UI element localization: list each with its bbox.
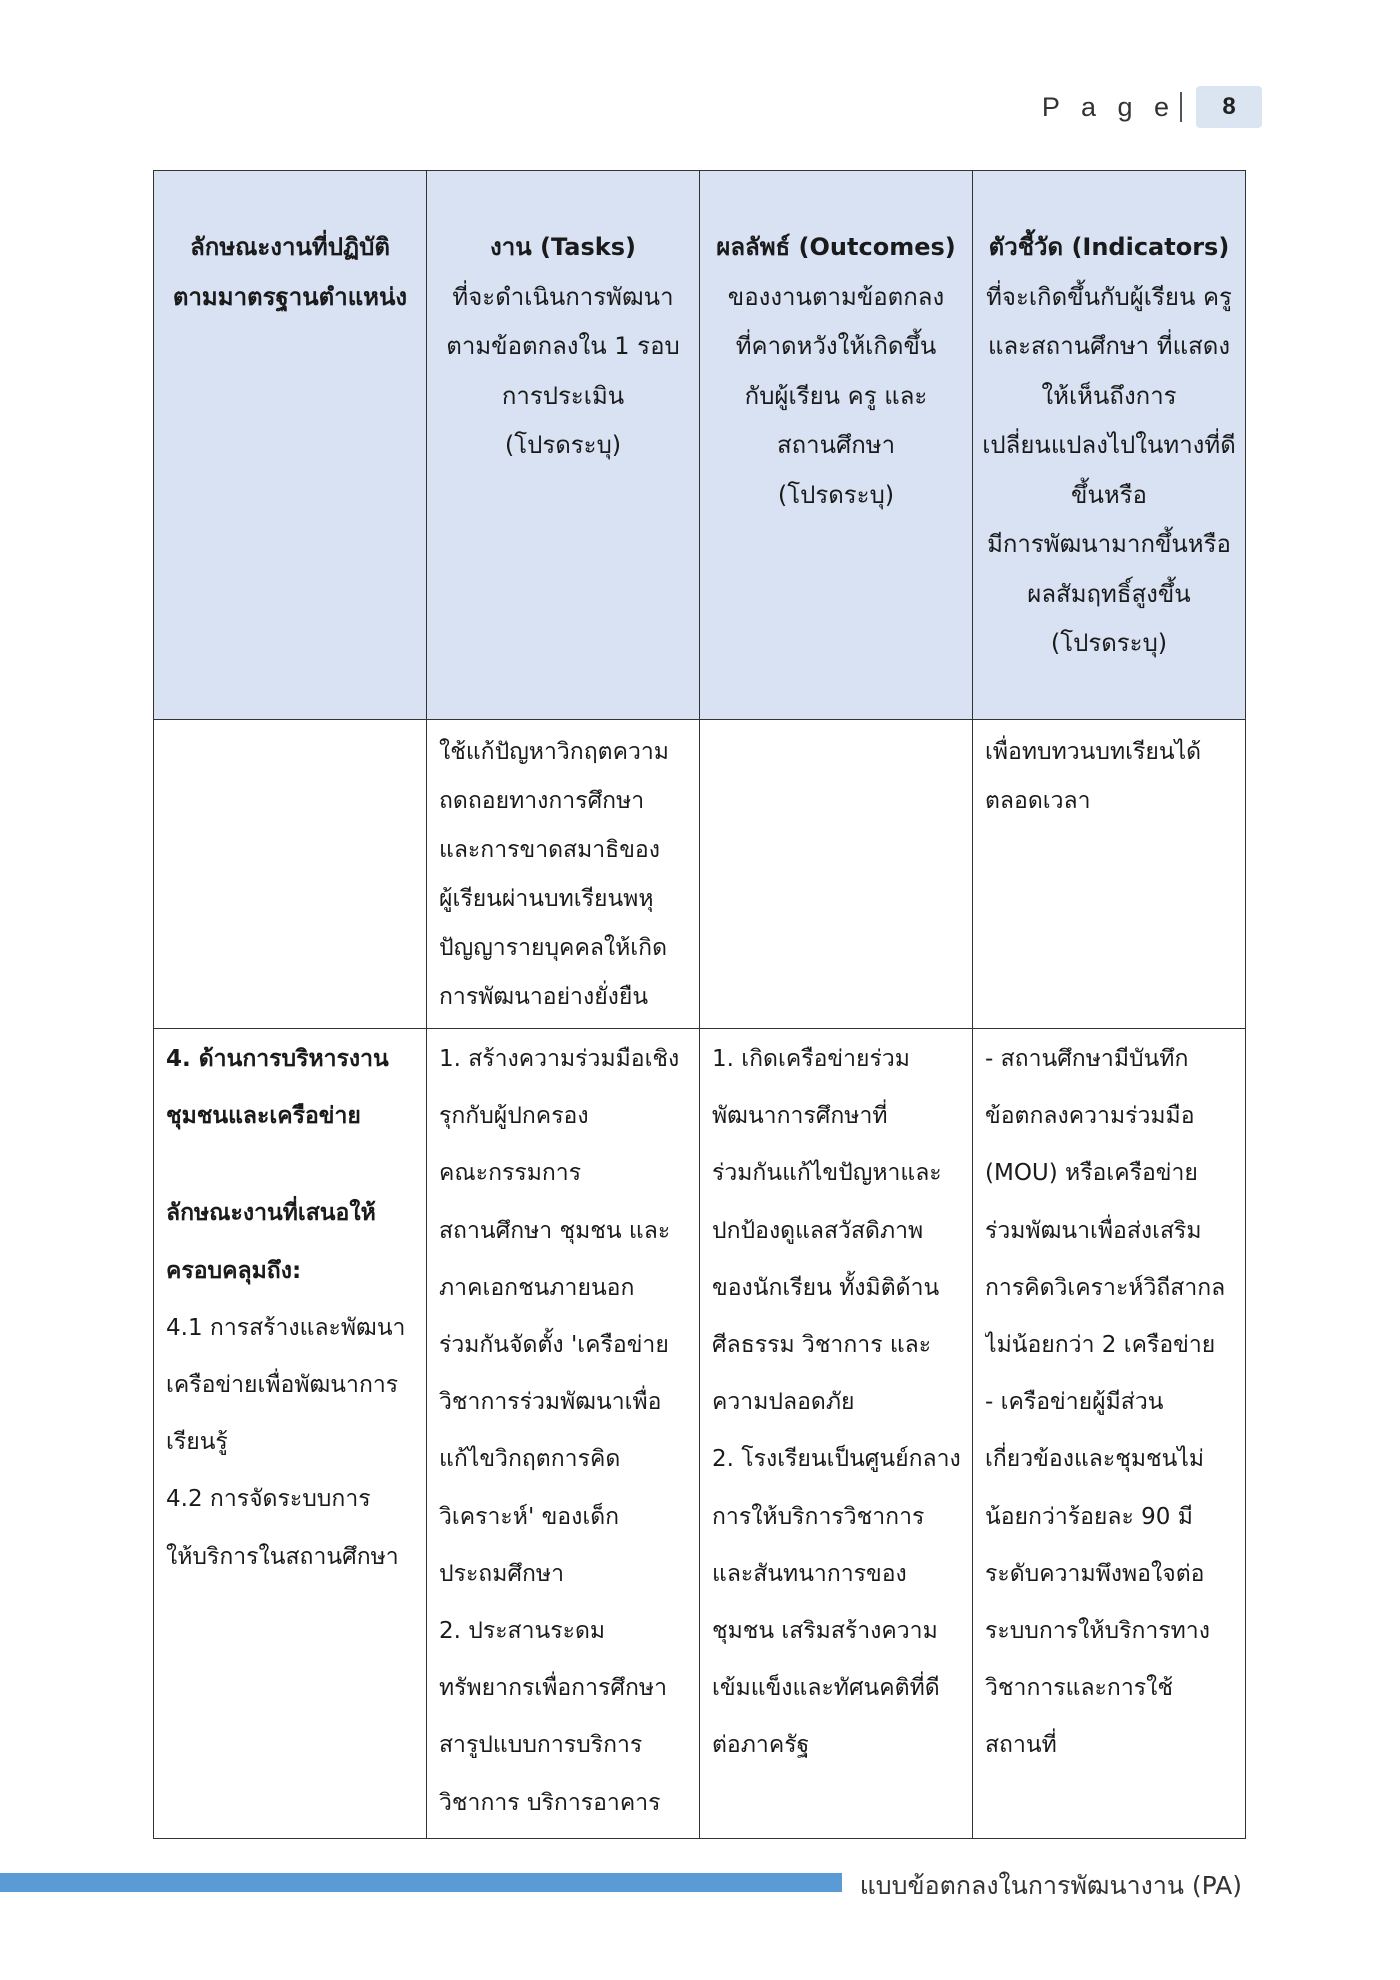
cell-line: สารูปแบบการบริการ <box>439 1732 643 1759</box>
cell-line: ระบบการให้บริการทาง <box>985 1618 1210 1645</box>
area4-title <box>166 1031 416 1145</box>
table-header-row <box>154 171 1246 720</box>
cell-line: วิชาการ บริการอาคาร <box>439 1789 661 1816</box>
cell-line: ปกป้องดูแลสวัสดิภาพ <box>712 1217 924 1244</box>
cell-line: ประถมศึกษา <box>439 1560 564 1587</box>
cell-line: 1. สร้างความร่วมมือเชิง <box>439 1046 680 1072</box>
cell-continued-tasks <box>427 720 700 1029</box>
header-cell-outcomes <box>700 171 973 720</box>
header-line: (โปรดระบุ) <box>1050 629 1168 657</box>
area4-items <box>166 1300 416 1586</box>
cell-line: ต่อภาครัฐ <box>712 1732 810 1759</box>
cell-line: แก้ไขวิกฤตการคิด <box>439 1446 621 1473</box>
header-cell-tasks <box>427 171 700 720</box>
cell-line: ร่วมพัฒนาเพื่อส่งเสริม <box>985 1217 1202 1244</box>
header-line: ที่คาดหวังให้เกิดขึ้น <box>735 332 937 360</box>
header-line: เปลี่ยนแปลงไปในทางที่ดี <box>982 431 1236 459</box>
table-row-continued <box>154 720 1246 1029</box>
header-line: การประเมิน <box>501 381 625 410</box>
cell-line: รุกกับผู้ปกครอง <box>439 1103 589 1130</box>
cell-line: - เครือข่ายผู้มีส่วน <box>985 1389 1164 1416</box>
cell-line: ผู้เรียนผ่านบทเรียนพหุ <box>439 886 654 912</box>
cell-line: ครอบคลุมถึง: <box>166 1257 302 1284</box>
cell-line: 4.1 การสร้างและพัฒนา <box>166 1314 406 1341</box>
header-line: ขึ้นหรือ <box>1071 480 1147 509</box>
cell-line: - สถานศึกษามีบันทึก <box>985 1046 1189 1072</box>
header-line: (โปรดระบุ) <box>504 431 622 459</box>
cell-continued-outcomes <box>700 720 973 1029</box>
page-number: 8 <box>1196 86 1262 128</box>
cell-line: 2. โรงเรียนเป็นศูนย์กลาง <box>712 1446 961 1473</box>
cell-line: เข้มแข็งและทัศนคติที่ดี <box>712 1675 940 1702</box>
cell-line: และการขาดสมาธิของ <box>439 837 660 863</box>
area4-subtitle <box>166 1185 416 1299</box>
cell-line: ให้บริการในสถานศึกษา <box>166 1543 399 1570</box>
cell-line: ข้อตกลงความร่วมมือ <box>985 1103 1195 1130</box>
cell-area4-indicators <box>973 1029 1246 1839</box>
header-line: ให้เห็นถึงการ <box>1041 381 1177 410</box>
cell-area4-tasks <box>427 1029 700 1839</box>
cell-line: ระดับความพึงพอใจต่อ <box>985 1560 1205 1587</box>
cell-line: การพัฒนาอย่างยั่งยืน <box>439 984 649 1010</box>
cell-line: ศีลธรรม วิชาการ และ <box>712 1332 932 1359</box>
cell-area4-standard <box>154 1029 427 1839</box>
cell-line: และสันทนาการของ <box>712 1560 907 1587</box>
cell-line: การให้บริการวิชาการ <box>712 1503 925 1530</box>
cell-line: สถานที่ <box>985 1732 1057 1759</box>
header-line: ลักษณะงานที่ปฏิบัติ <box>190 233 390 261</box>
header-line: งาน (Tasks) <box>490 233 636 261</box>
cell-line: ของนักเรียน ทั้งมิติด้าน <box>712 1274 940 1301</box>
cell-line: ร่วมกันจัดตั้ง 'เครือข่าย <box>439 1332 669 1359</box>
cell-line: วิชาการและการใช้ <box>985 1675 1173 1702</box>
cell-line: การคิดวิเคราะห์วิถีสากล <box>985 1274 1226 1301</box>
cell-line: ไม่น้อยกว่า 2 เครือข่าย <box>985 1332 1216 1359</box>
cell-line: เพื่อทบทวนบทเรียนได้ <box>985 739 1202 765</box>
cell-line: คณะกรรมการ <box>439 1160 582 1187</box>
cell-line: ความปลอดภัย <box>712 1389 855 1416</box>
footer-title: แบบข้อตกลงในการพัฒนางาน (PA) <box>859 1871 1242 1900</box>
footer-bar <box>0 1873 842 1892</box>
cell-line: วิเคราะห์' ของเด็ก <box>439 1503 620 1530</box>
cell-line: ตลอดเวลา <box>985 788 1091 814</box>
cell-line: ชุมชน เสริมสร้างความ <box>712 1618 938 1645</box>
page-separator <box>1180 92 1182 122</box>
header-cell-standard <box>154 171 427 720</box>
header-line: ผลลัพธ์ (Outcomes) <box>716 233 956 261</box>
cell-line: น้อยกว่าร้อยละ 90 มี <box>985 1503 1193 1530</box>
cell-line: ถดถอยทางการศึกษา <box>439 788 645 814</box>
cell-line: ใช้แก้ปัญหาวิกฤตความ <box>439 739 669 765</box>
header-cell-indicators <box>973 171 1246 720</box>
cell-line: ชุมชนและเครือข่าย <box>166 1103 361 1130</box>
cell-line: ภาคเอกชนภายนอก <box>439 1274 635 1301</box>
header-line: ผลสัมฤทธิ์สูงขึ้น <box>1027 579 1191 608</box>
cell-line: 1. เกิดเครือข่ายร่วม <box>712 1046 910 1072</box>
header-line: สถานศึกษา <box>776 431 896 459</box>
cell-continued-indicators <box>973 720 1246 1029</box>
cell-line: เรียนรู้ <box>166 1429 228 1456</box>
page-header <box>1042 86 1262 128</box>
table-row-area4 <box>154 1029 1246 1839</box>
header-line: ตัวชี้วัด (Indicators) <box>988 233 1230 261</box>
cell-line: สถานศึกษา ชุมชน และ <box>439 1217 671 1244</box>
cell-line: ร่วมกันแก้ไขปัญหาและ <box>712 1160 942 1187</box>
header-line: ตามข้อตกลงใน 1 รอบ <box>446 332 680 360</box>
cell-line: เครือข่ายเพื่อพัฒนาการ <box>166 1372 399 1399</box>
cell-line: วิชาการร่วมพัฒนาเพื่อ <box>439 1389 662 1416</box>
header-line: ของงานตามข้อตกลง <box>727 282 945 311</box>
cell-line: 4.2 การจัดระบบการ <box>166 1486 371 1513</box>
cell-line: ทรัพยากรเพื่อการศึกษา <box>439 1675 667 1702</box>
header-line: ตามมาตรฐานตำแหน่ง <box>172 282 408 311</box>
cell-line: 2. ประสานระดม <box>439 1618 606 1645</box>
page-label: P a g e <box>1041 91 1176 122</box>
cell-line: 4. ด้านการบริหารงาน <box>166 1046 389 1072</box>
cell-line: ลักษณะงานที่เสนอให้ <box>166 1200 376 1227</box>
header-line: และสถานศึกษา ที่แสดง <box>987 332 1231 360</box>
cell-continued-standard <box>154 720 427 1029</box>
pa-agreement-table <box>153 170 1246 1839</box>
header-line: ที่จะเกิดขึ้นกับผู้เรียน ครู <box>986 282 1232 311</box>
cell-line: เกี่ยวข้องและชุมชนไม่ <box>985 1446 1205 1473</box>
header-line: (โปรดระบุ) <box>777 480 895 509</box>
cell-line: (MOU) หรือเครือข่าย <box>985 1160 1198 1187</box>
cell-line: ปัญญารายบุคคลให้เกิด <box>439 935 668 961</box>
header-line: ที่จะดำเนินการพัฒนา <box>452 282 674 311</box>
cell-line: พัฒนาการศึกษาที่ <box>712 1103 888 1130</box>
header-line: กับผู้เรียน ครู และ <box>744 381 928 410</box>
cell-area4-outcomes <box>700 1029 973 1839</box>
header-line: มีการพัฒนามากขึ้นหรือ <box>987 530 1231 558</box>
